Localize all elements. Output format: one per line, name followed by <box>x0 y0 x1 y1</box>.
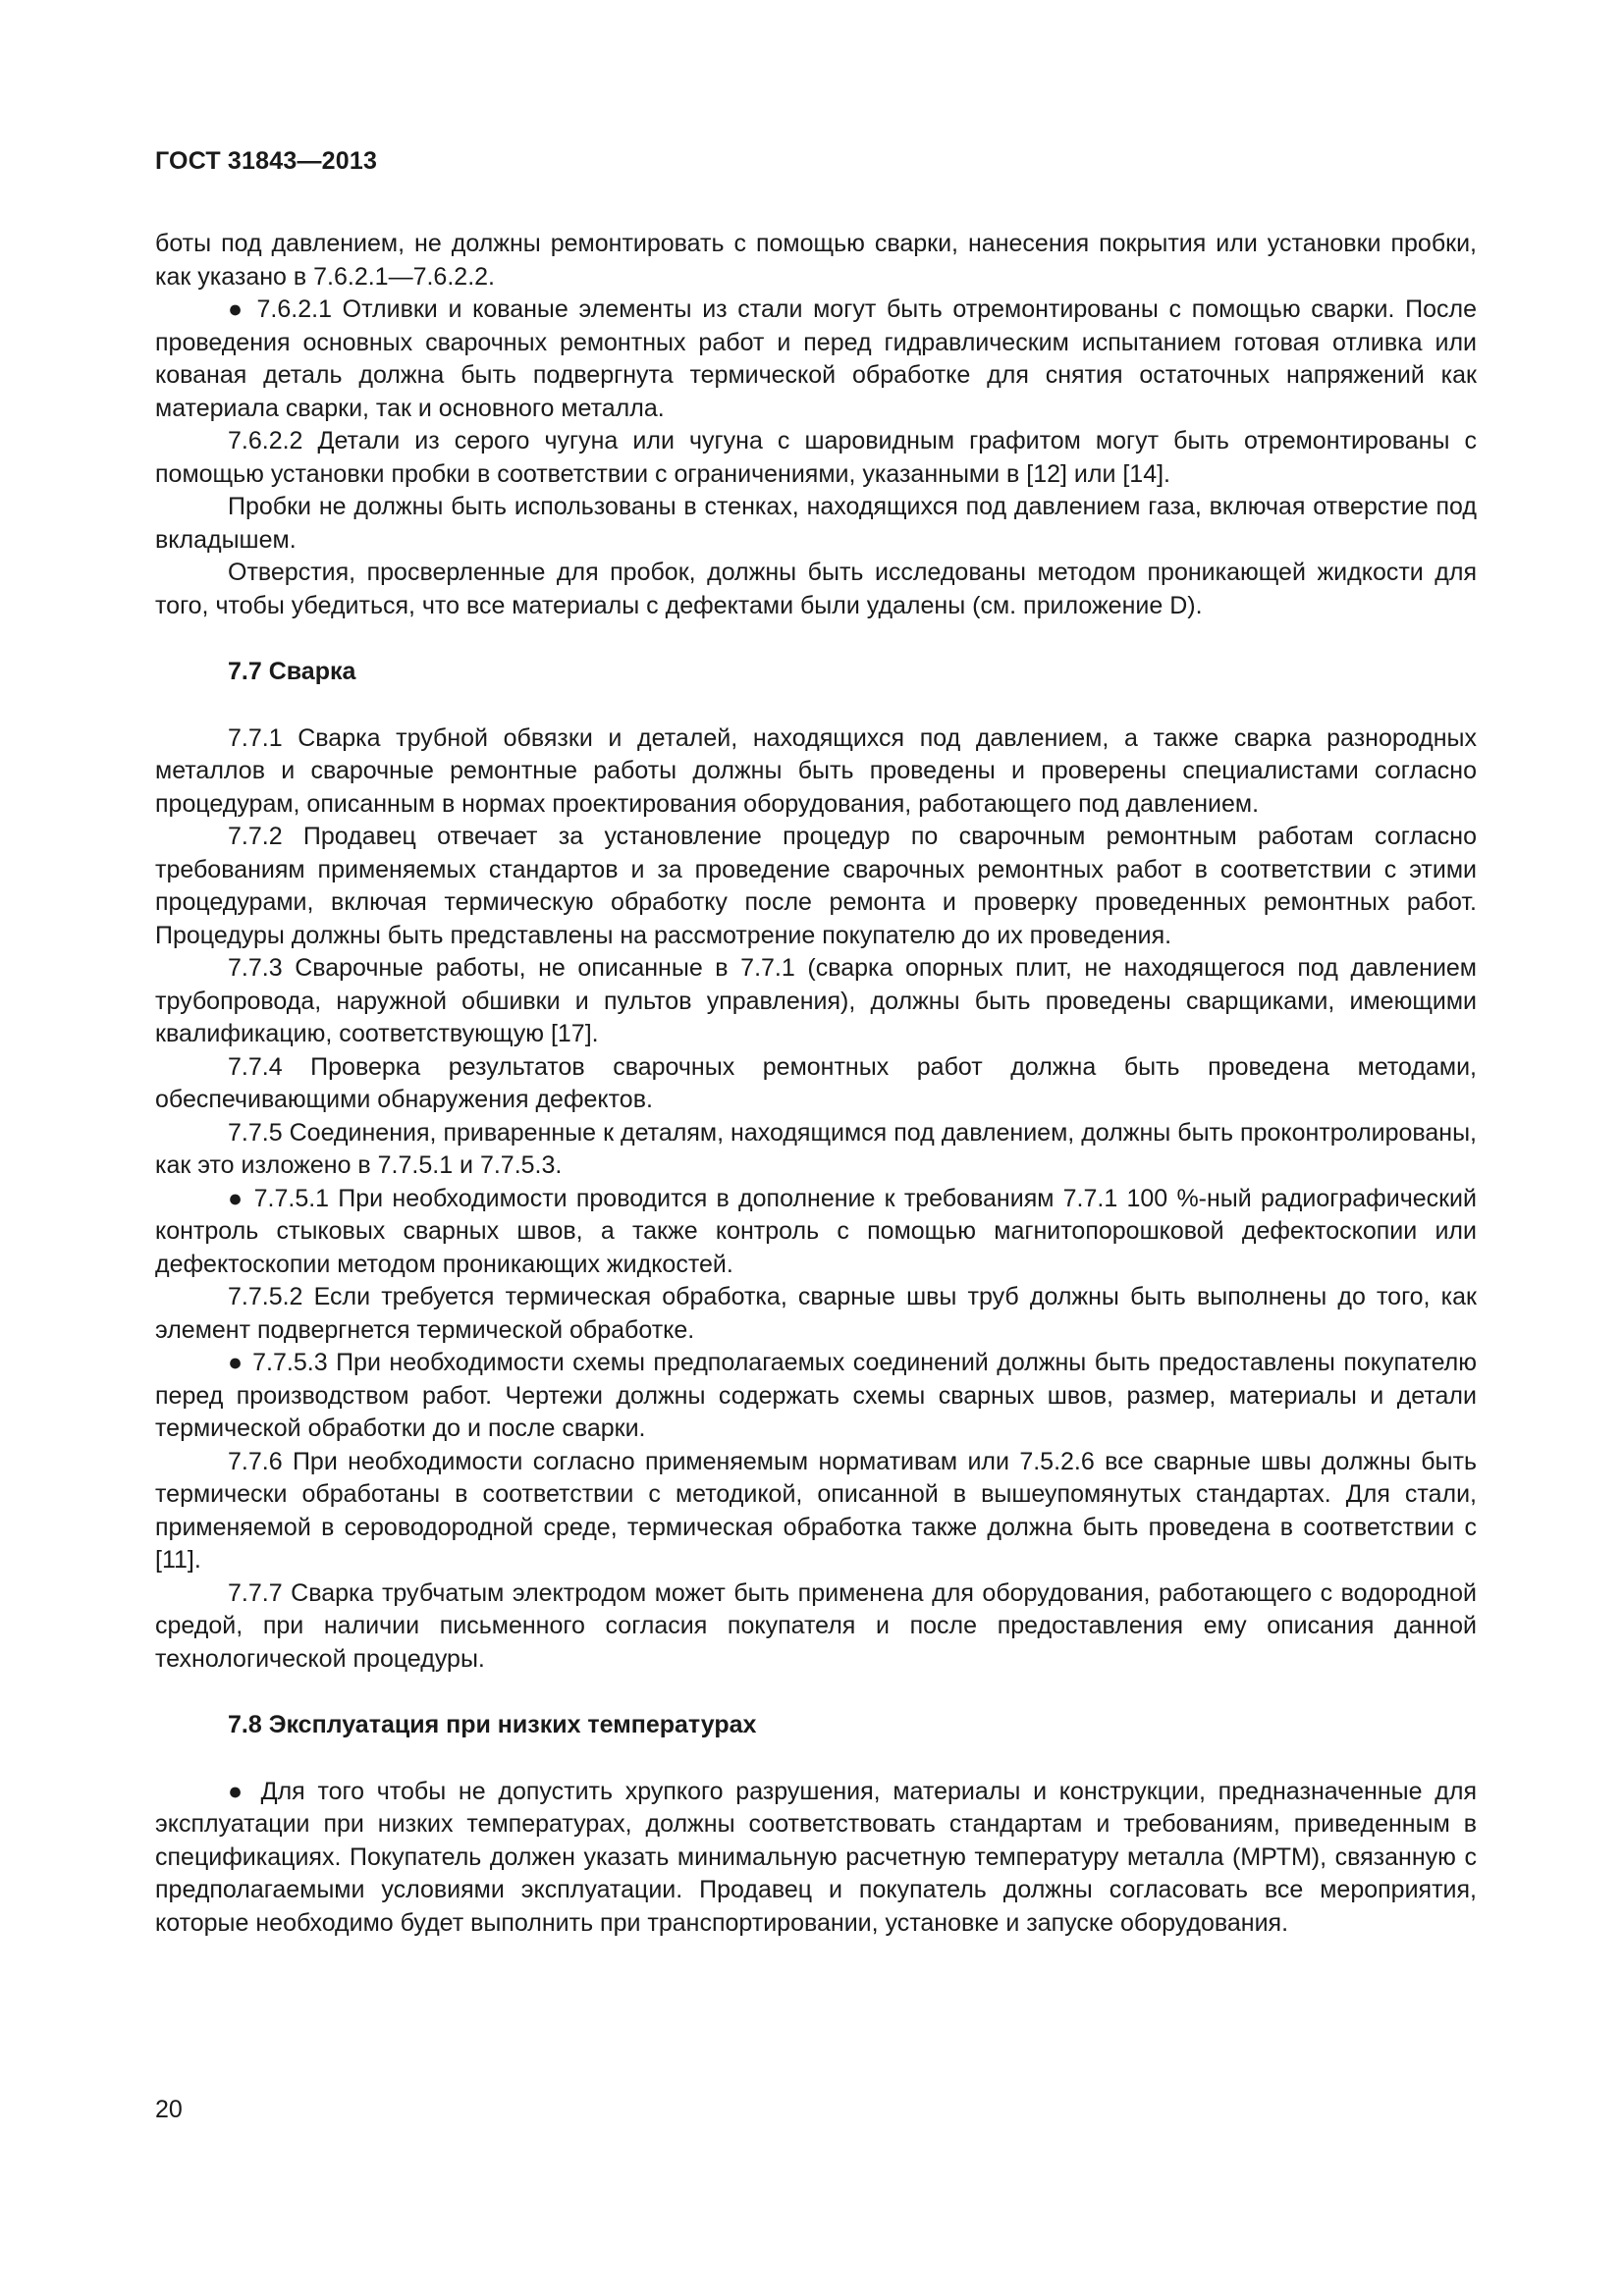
paragraph-7-7-1: 7.7.1 Сварка трубной обвязки и деталей, находящихся под давлением, а также сварка разнородных металлов и сварочные ремонтные работы должны быть проведены и проверены специалистами согласно процедурам, описанным в нормах проектирования оборудования, работающего под давлением. <box>155 723 1477 818</box>
paragraph-7-7-5-1: ● 7.7.5.1 При необходимости проводится в дополнение к требованиям 7.7.1 100 %-ный радиографический контроль стыковых сварных швов, а также контроль с помощью магнитопорошковой дефектоскопии или дефектоскопии методом проникающих жидкостей. <box>155 1184 1477 1278</box>
paragraph: Отверстия, просверленные для пробок, должны быть исследованы методом проникающей жидкости для того, чтобы убедиться, что все материалы с дефектами были удалены (см. приложение D). <box>155 559 1477 619</box>
paragraph-7-7-7: 7.7.7 Сварка трубчатым электродом может быть применена для оборудования, работающего с водородной средой, при наличии письменного согласия покупателя и после предоставления ему описания данной технологической процедуры. <box>155 1578 1477 1673</box>
document-body <box>155 228 1477 1940</box>
paragraph-7-7-6: 7.7.6 При необходимости согласно применяемым нормативам или 7.5.2.6 все сварные швы должны быть термически обработаны в соответствии с методикой, описанной в вышеупомянутых стандартах. Для стали, применяемой в сероводородной среде, термическая обработка также должна быть проведена в соответствии с [11]. <box>155 1447 1477 1574</box>
paragraph-7-6-2-1: ● 7.6.2.1 Отливки и кованые элементы из стали могут быть отремонтированы с помощью сварки. После проведения основных сварочных ремонтных работ и перед гидравлическим испытанием готовая отливка или кованая деталь должна быть подвергнута термической обработке для снятия остаточных напряжений как материала сварки, так и основного металла. <box>155 295 1477 422</box>
paragraph-7-6-2-2: 7.6.2.2 Детали из серого чугуна или чугуна с шаровидным графитом могут быть отремонтированы с помощью установки пробки в соответствии с ограничениями, указанными в [12] или [14]. <box>155 427 1477 488</box>
paragraph-7-8: ● Для того чтобы не допустить хрупкого разрушения, материалы и конструкции, предназначенные для эксплуатации при низких температурах, должны соответствовать стандартам и требованиям, приведенным в спецификациях. Покупатель должен указать минимальную расчетную температуру металла (МРТМ), связанную с предполагаемыми условиями эксплуатации. Продавец и покупатель должны согласовать все мероприятия, которые необходимо будет выполнить при транспортировании, установке и запуске оборудования. <box>155 1777 1477 1937</box>
paragraph-7-7-5-3: ● 7.7.5.3 При необходимости схемы предполагаемых соединений должны быть предоставлены покупателю перед производством работ. Чертежи должны содержать схемы сварных швов, размер, материалы и детали термической обработки до и после сварки. <box>155 1349 1477 1442</box>
document-header: ГОСТ 31843—2013 <box>155 147 378 175</box>
paragraph-7-7-2: 7.7.2 Продавец отвечает за установление процедур по сварочным ремонтным работам согласно требованиям применяемых стандартов и за проведение сварочных ремонтных работ в соответствии с этими процедурами, включая термическую обработку после ремонта и проверку проведенных ремонтных работ. Процедуры должны быть представлены на рассмотрение покупателю до их проведения. <box>155 823 1477 949</box>
page-number: 20 <box>155 2096 183 2123</box>
paragraph-7-7-5-2: 7.7.5.2 Если требуется термическая обработка, сварные швы труб должны быть выполнены до того, как элемент подвергнется термической обработке. <box>155 1283 1477 1344</box>
paragraph-7-7-3: 7.7.3 Сварочные работы, не описанные в 7.7.1 (сварка опорных плит, не находящегося под давлением трубопровода, наружной обшивки и пультов управления), должны быть проведены сварщиками, имеющими квалификацию, соответствующую [17]. <box>155 954 1477 1047</box>
section-heading-7-7: 7.7 Сварка <box>228 658 356 685</box>
paragraph: боты под давлением, не должны ремонтировать с помощью сварки, нанесения покрытия или установки пробки, как указано в 7.6.2.1—7.6.2.2. <box>155 230 1477 291</box>
paragraph-7-7-5: 7.7.5 Соединения, приваренные к деталям, находящимся под давлением, должны быть проконтролированы, как это изложено в 7.7.5.1 и 7.7.5.3. <box>155 1118 1477 1179</box>
paragraph: Пробки не должны быть использованы в стенках, находящихся под давлением газа, включая отверстие под вкладышем. <box>155 493 1477 554</box>
section-heading-7-8: 7.8 Эксплуатация при низких температурах <box>228 1711 757 1738</box>
paragraph-7-7-4: 7.7.4 Проверка результатов сварочных ремонтных работ должна быть проведена методами, обеспечивающими обнаружения дефектов. <box>155 1052 1477 1113</box>
